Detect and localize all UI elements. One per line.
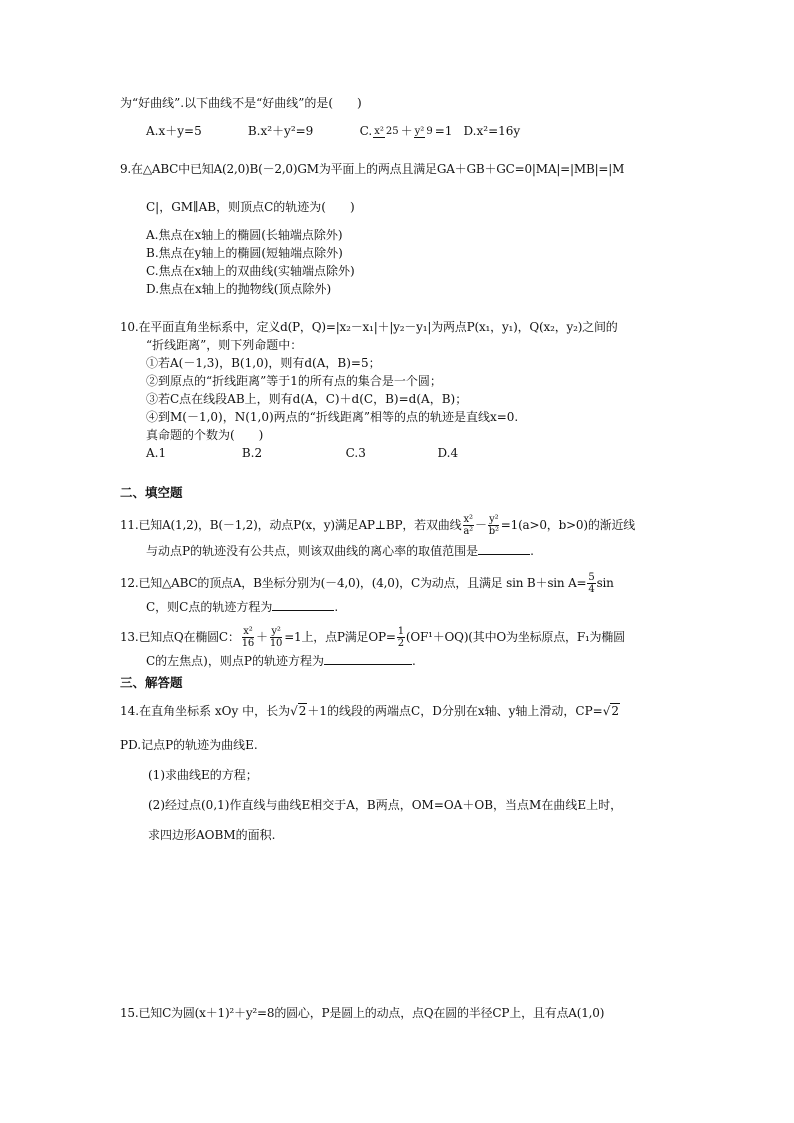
q9-line1: 9.在△ABC中已知A(2,0)B(－2,0)GM为平面上的两点且满足GA＋GB＋GC=0|MA|=|MB|=|M xyxy=(120,162,625,176)
q14-line2: PD.记点P的轨迹为曲线E. xyxy=(120,738,258,752)
q10-option-c: C.3 xyxy=(345,446,366,460)
q10-option-d: D.4 xyxy=(437,446,459,460)
q15-line1: 15.已知C为圆(x＋1)²＋y²=8的圆心，P是圆上的动点，点Q在圆的半径CP上，且有点A(1,0) xyxy=(120,1006,605,1020)
q10-ask: 真命题的个数为( ) xyxy=(146,428,264,442)
q9-option-b: B.焦点在y轴上的椭圆(短轴端点除外) xyxy=(146,246,343,260)
q10-option-b: B.2 xyxy=(241,446,263,460)
q14-sub2b: 求四边形AOBM的面积. xyxy=(148,828,276,842)
q14-line1: 14.在直角坐标系 xOy 中，长为√2＋1的线段的两端点C，D分别在x轴、y轴上滑动，CP=√2 xyxy=(120,704,619,718)
q10-item-1: ①若A(－1,3)，B(1,0)，则有d(A，B)=5； xyxy=(146,356,381,370)
q9-line2: C|，GM∥AB，则顶点C的轨迹为( ) xyxy=(146,200,355,214)
q10-line1: 10.在平面直角坐标系中，定义d(P，Q)=|x₂－x₁|＋|y₂－y₁|为两点P(x₁，y₁)，Q(x₂，y₂)之间的 xyxy=(120,320,618,334)
q14-sub2: (2)经过点(0,1)作直线与曲线E相交于A，B两点，OM=OA＋OB，当点M在曲线E上时， xyxy=(148,798,623,812)
q10-item-2: ②到原点的“折线距离”等于1的所有点的集合是一个圆； xyxy=(146,374,442,388)
q9-option-d: D.焦点在x轴上的抛物线(顶点除外) xyxy=(146,282,332,296)
q9-option-c: C.焦点在x轴上的双曲线(实轴端点除外) xyxy=(146,264,355,278)
q8-option-d: D.x²=16y xyxy=(463,124,521,138)
q11-line2: 与动点P的轨迹没有公共点，则该双曲线的离心率的取值范围是 . xyxy=(146,544,534,558)
q8-option-a: A.x＋y=5 xyxy=(146,124,202,138)
q8-stem: 为“好曲线”.以下曲线不是“好曲线”的是( ) xyxy=(120,96,362,110)
q11-answer-blank xyxy=(478,542,530,555)
q13-line2: C的左焦点)，则点P的轨迹方程为 . xyxy=(146,654,416,668)
q11-line1: 11.已知A(1,2)，B(－1,2)，动点P(x，y)满足AP⊥BP，若双曲线 $\frac{\text{x²}}{\text{a²}}$ － $\frac{\text{y²}}{\text{b²}}$ =1(a>0，b>0)的渐近线 xyxy=(120,514,636,537)
q13-line1: 13.已知点Q在椭圆C： $\frac{\text{x²}}{16}$ ＋ $\frac{\text{y²}}{10}$ =1上，点P满足OP= $\frac{1}{2}$ (OF¹＋OQ)(其中O为坐标原点，F₁为椭圆 xyxy=(120,626,625,649)
sqrt-symbol-2: √2 xyxy=(602,704,619,718)
q12-line1: 12.已知△ABC的顶点A，B坐标分别为(－4,0)，(4,0)，C为动点，且满足 sin B＋sin A= $\frac{5}{4}$ sin xyxy=(120,572,614,595)
q8-option-c: C. x² 25 ＋ y² 9 =1 xyxy=(359,124,453,138)
q8-options xyxy=(120,122,710,140)
q10-item-3: ③若C点在线段AB上，则有d(A，C)＋d(C，B)=d(A，B)； xyxy=(146,392,468,406)
q13-answer-blank xyxy=(324,652,412,665)
q14-sub1: (1)求曲线E的方程； xyxy=(148,768,258,782)
q12-answer-blank xyxy=(272,598,334,611)
section-fill-in-title: 二、填空题 xyxy=(120,485,183,500)
q10-options xyxy=(120,444,710,462)
q9-option-a: A.焦点在x轴上的椭圆(长轴端点除外) xyxy=(146,228,343,242)
q10-option-a: A.1 xyxy=(146,446,167,460)
section-solution-title: 三、解答题 xyxy=(120,675,183,690)
q10-item-4: ④到M(－1,0)，N(1,0)两点的“折线距离”相等的点的轨迹是直线x=0. xyxy=(146,410,519,424)
q8-option-b: B.x²＋y²=9 xyxy=(247,124,314,138)
sqrt-symbol: √2 xyxy=(290,704,307,718)
q10-line2: “折线距离”，则下列命题中： xyxy=(146,338,303,352)
q12-line2: C，则C点的轨迹方程为 . xyxy=(146,600,339,614)
